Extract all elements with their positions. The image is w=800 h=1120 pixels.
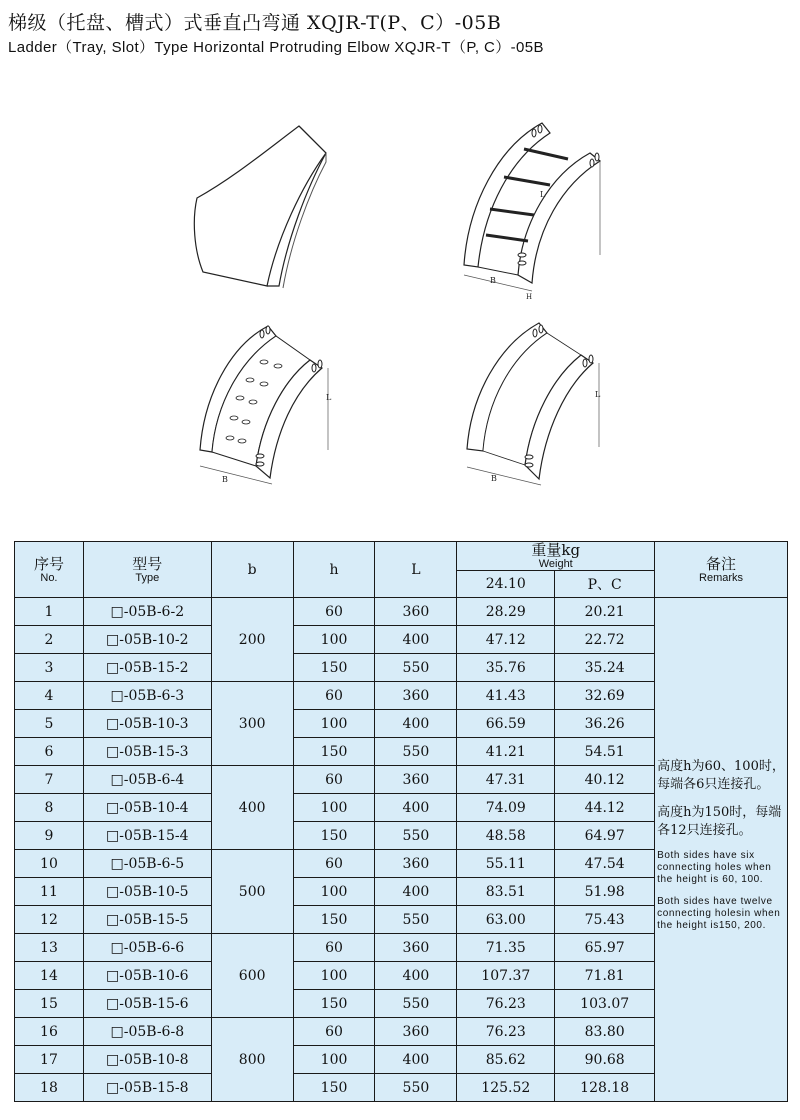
cell-b: 800 [211,1018,293,1102]
cell-type: □-05B-10-2 [83,626,211,654]
header-weight-24: 24.10 [457,571,555,598]
dimension-h-label: H [526,293,533,301]
cell-weight-pc: 103.07 [555,990,655,1018]
cell-no: 4 [15,682,84,710]
cell-type: □-05B-6-2 [83,598,211,626]
cell-h: 150 [293,654,375,682]
cell-weight-24: 76.23 [457,990,555,1018]
perforated-tray-elbow-drawing [190,320,360,495]
cover-drawing [185,120,335,290]
cell-weight-pc: 35.24 [555,654,655,682]
cell-l: 360 [375,682,457,710]
header-weight-pc: P、C [555,571,655,598]
cell-weight-24: 28.29 [457,598,555,626]
cell-type: □-05B-15-6 [83,990,211,1018]
cell-weight-pc: 75.43 [555,906,655,934]
cell-weight-24: 76.23 [457,1018,555,1046]
remarks-en-2: Both sides have twelve connecting holesin when the height is150, 200. [657,895,781,931]
cell-no: 13 [15,934,84,962]
cell-no: 9 [15,822,84,850]
cell-h: 100 [293,1046,375,1074]
cell-l: 550 [375,654,457,682]
cell-no: 8 [15,794,84,822]
cell-weight-24: 85.62 [457,1046,555,1074]
header-type: 型号 Type [83,542,211,598]
dimension-l-label: L [326,393,332,402]
header-b: b [211,542,293,598]
cell-l: 400 [375,962,457,990]
cell-weight-24: 35.76 [457,654,555,682]
cell-type: □-05B-6-8 [83,1018,211,1046]
remarks-en-1: Both sides have six connecting holes when the height is 60, 100. [657,849,772,885]
cell-weight-pc: 22.72 [555,626,655,654]
cell-type: □-05B-6-4 [83,766,211,794]
cell-no: 15 [15,990,84,1018]
cell-type: □-05B-15-2 [83,654,211,682]
cell-weight-pc: 44.12 [555,794,655,822]
cell-l: 550 [375,822,457,850]
cell-no: 11 [15,878,84,906]
cell-type: □-05B-15-3 [83,738,211,766]
cell-no: 16 [15,1018,84,1046]
dimension-l-label: L [540,190,546,199]
cell-h: 100 [293,962,375,990]
cell-weight-24: 47.12 [457,626,555,654]
cell-weight-24: 66.59 [457,710,555,738]
cell-no: 1 [15,598,84,626]
cell-l: 550 [375,906,457,934]
cell-h: 150 [293,822,375,850]
dimension-l-label: L [595,390,601,399]
cell-h: 100 [293,626,375,654]
cell-l: 360 [375,934,457,962]
ladder-elbow-drawing [450,105,630,305]
cell-no: 7 [15,766,84,794]
cell-type: □-05B-15-8 [83,1074,211,1102]
cell-no: 14 [15,962,84,990]
cell-weight-24: 63.00 [457,906,555,934]
cell-type: □-05B-10-8 [83,1046,211,1074]
cell-weight-pc: 51.98 [555,878,655,906]
cell-weight-pc: 64.97 [555,822,655,850]
cell-weight-pc: 71.81 [555,962,655,990]
cell-weight-24: 41.43 [457,682,555,710]
cell-l: 550 [375,738,457,766]
cell-h: 150 [293,1074,375,1102]
cell-h: 100 [293,710,375,738]
cell-no: 12 [15,906,84,934]
remarks-cn-2: 高度h为150时，每端各12只连接孔。 [657,804,782,838]
spec-table [14,541,788,1102]
cell-weight-24: 125.52 [457,1074,555,1102]
cell-type: □-05B-10-6 [83,962,211,990]
header-remarks: 备注 Remarks [655,542,788,598]
cell-no: 6 [15,738,84,766]
cell-b: 200 [211,598,293,682]
cell-h: 60 [293,766,375,794]
cell-h: 60 [293,934,375,962]
cell-weight-pc: 40.12 [555,766,655,794]
title-english: Ladder（Tray, Slot）Type Horizontal Protruding Elbow XQJR-T（P, C）-05B [8,39,544,56]
cell-l: 360 [375,766,457,794]
cell-l: 400 [375,1046,457,1074]
cell-weight-pc: 54.51 [555,738,655,766]
cell-l: 360 [375,1018,457,1046]
cell-type: □-05B-15-4 [83,822,211,850]
cell-type: □-05B-6-5 [83,850,211,878]
cell-l: 400 [375,710,457,738]
header-l: L [375,542,457,598]
cell-no: 17 [15,1046,84,1074]
cell-h: 60 [293,598,375,626]
cell-l: 360 [375,850,457,878]
cell-no: 18 [15,1074,84,1102]
cell-l: 550 [375,1074,457,1102]
header-no: 序号 No. [15,542,84,598]
cell-weight-pc: 83.80 [555,1018,655,1046]
cell-type: □-05B-10-5 [83,878,211,906]
cell-weight-24: 55.11 [457,850,555,878]
cell-h: 150 [293,906,375,934]
cell-type: □-05B-15-5 [83,906,211,934]
cell-weight-24: 74.09 [457,794,555,822]
cell-no: 10 [15,850,84,878]
cell-l: 400 [375,626,457,654]
cell-type: □-05B-6-6 [83,934,211,962]
cell-weight-pc: 47.54 [555,850,655,878]
cell-no: 2 [15,626,84,654]
cell-b: 600 [211,934,293,1018]
cell-weight-24: 71.35 [457,934,555,962]
cell-weight-pc: 65.97 [555,934,655,962]
trough-elbow-drawing [455,315,625,495]
header-weight: 重量kg Weight [457,542,655,571]
cell-l: 360 [375,598,457,626]
cell-weight-24: 41.21 [457,738,555,766]
cell-weight-24: 48.58 [457,822,555,850]
cell-no: 5 [15,710,84,738]
cell-weight-pc: 36.26 [555,710,655,738]
cell-remarks [655,598,788,1102]
cell-weight-24: 83.51 [457,878,555,906]
cell-weight-pc: 90.68 [555,1046,655,1074]
cell-type: □-05B-10-3 [83,710,211,738]
cell-h: 100 [293,878,375,906]
cell-h: 60 [293,682,375,710]
cell-b: 400 [211,766,293,850]
cell-h: 150 [293,738,375,766]
cell-weight-pc: 20.21 [555,598,655,626]
cell-b: 300 [211,682,293,766]
cell-l: 550 [375,990,457,1018]
table-row [15,598,788,626]
dimension-b-label: B [490,276,496,285]
cell-h: 150 [293,990,375,1018]
dimension-b-label: B [491,474,497,483]
cell-weight-24: 47.31 [457,766,555,794]
cell-l: 400 [375,794,457,822]
cell-weight-pc: 32.69 [555,682,655,710]
cell-weight-pc: 128.18 [555,1074,655,1102]
cell-h: 100 [293,794,375,822]
cell-type: □-05B-6-3 [83,682,211,710]
dimension-b-label: B [222,475,228,484]
cell-type: □-05B-10-4 [83,794,211,822]
cell-no: 3 [15,654,84,682]
cell-weight-24: 107.37 [457,962,555,990]
remarks-cn-1: 高度h为60、100时，每端各6只连接孔。 [657,758,785,792]
header-h: h [293,542,375,598]
title-chinese: 梯级（托盘、槽式）式垂直凸弯通 XQJR-T(P、C）-05B [8,12,502,34]
cell-h: 60 [293,850,375,878]
cell-h: 60 [293,1018,375,1046]
cell-l: 400 [375,878,457,906]
cell-b: 500 [211,850,293,934]
